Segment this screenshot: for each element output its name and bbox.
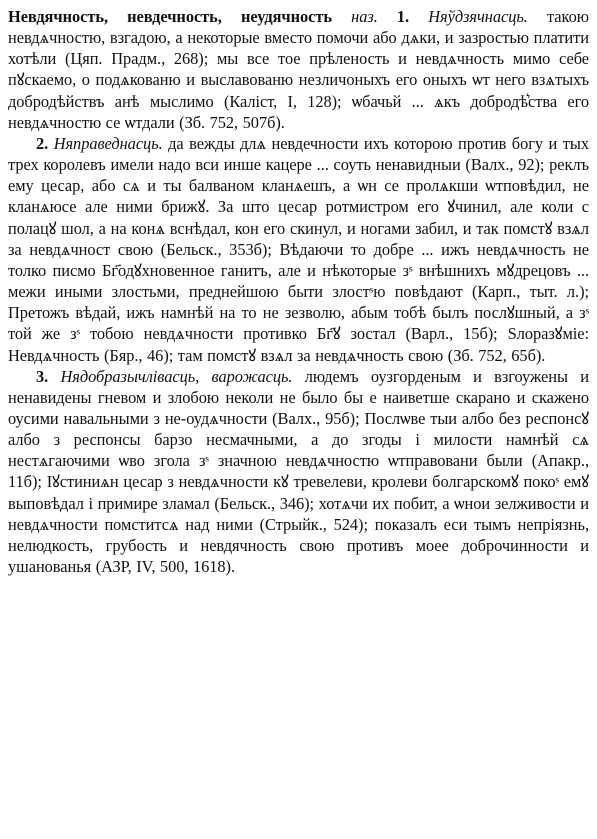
sense-gloss: Нядобразычлівасць, варожасць.: [60, 366, 293, 386]
entry-sense-1: [8, 6, 589, 133]
sense-number: 1.: [396, 7, 410, 26]
entry-grammar: наз.: [351, 7, 378, 26]
sense-number: 3.: [36, 366, 49, 386]
sense-citations: да вежды длѧ невдечности ихъ которою против богу и тых трех королевъ имели надо вси инше кацере ... соуть ненавидныи (Валх., 92); реклъ ему цесар, або сѧ и ты балваном кланѧешъ, а ѡн се пролѧкши ѡтповѣдил, не кланѧюсе але ними брижꙋ. За што цесар ротмистром его ꙋчинил, але коли с полацꙋ шол, а на конѧ вснѣдал, кон его скинул, и ногами забил, и так помстꙋ взѧл за невдѧчност свою (Бельск., 353б); Вѣдаючи то добре ... ижъ невдѧчность не толко писмо Бг҃одꙋхновенное ганитъ, але и нѣкоторые зˢ внѣшнихъ мꙋдрецовъ ... межи иными злостьми, преднейшою быти злостˢю повѣдают (Карп., тыт. л.); Претожъ вѣдай, ижъ намнѣй на то не зезволю, абым тобѣ былъ послꙋшный, а зˢ той же зˢ тобою невдѧчности противко Бг҃ꙋ зостал (Варл., 15б); Ѕлоразꙋміе: Невдѧчность (Бяр., 46); там помстꙋ взѧл за невдѧчность свою (Зб. 752, 65б).: [8, 133, 589, 365]
entry-sense-2: [8, 133, 589, 366]
sense-citations: такою невдѧчностю, взгадою, а некоторые вместо помочи або дѧки, и зазростью платити хотѣли (Цяп. Прадм., 268); мы все тое прѣленость и невдѧчность мимо себе пꙋскаемо, о подѧкованю и выславованю незличоныхъ его оныхъ ѡт него взѧтыхъ добродѣйствъ анѣ мыслимо (Каліст, I, 128); ѡбачьй ... ѧкъ добродѣ͛ства его невдѧчностю се ѡтдали (Зб. 752, 507б).: [8, 7, 589, 132]
sense-number: 2.: [36, 133, 49, 153]
sense-gloss: Няўдзячнасць.: [428, 7, 528, 26]
sense-citations: людемъ оузгорденым и взгоужены и ненавидены гневом и злобою неколи не было бы е наиветше скарано и скажено оусими навальными з не-оудѧчности (Валх., 95б); Послѡве тыи албо без респонсꙋ албо з респонсы барзо несмачными, а до згоды і милости намнѣй сѧ нестѧгаючими ѡво згола зˢ значною невдѧчностю ѡтправовани были (Апакр., 11б); Іꙋстиниѧн цесар з невдѧчности кꙋ тревелеви, кролеви болгарскомꙋ покоˢ емꙋ выповѣдал і примире зламал (Бельск., 346); хотѧчи их побит, а ѡнои зелживости и невдѧчности помститсѧ над ними (Стрыйк., 524); показалъ еси тымъ непріязнь, нелюдкость, грубость и невдячность свою противъ моее доброчинности и ушанованья (АЗР, IV, 500, 1618).: [8, 366, 589, 577]
entry-sense-3: [8, 366, 589, 578]
sense-gloss: Няправеднасць.: [53, 133, 163, 153]
entry-headword: Невдячность, невдечность, неудячность: [8, 7, 332, 26]
